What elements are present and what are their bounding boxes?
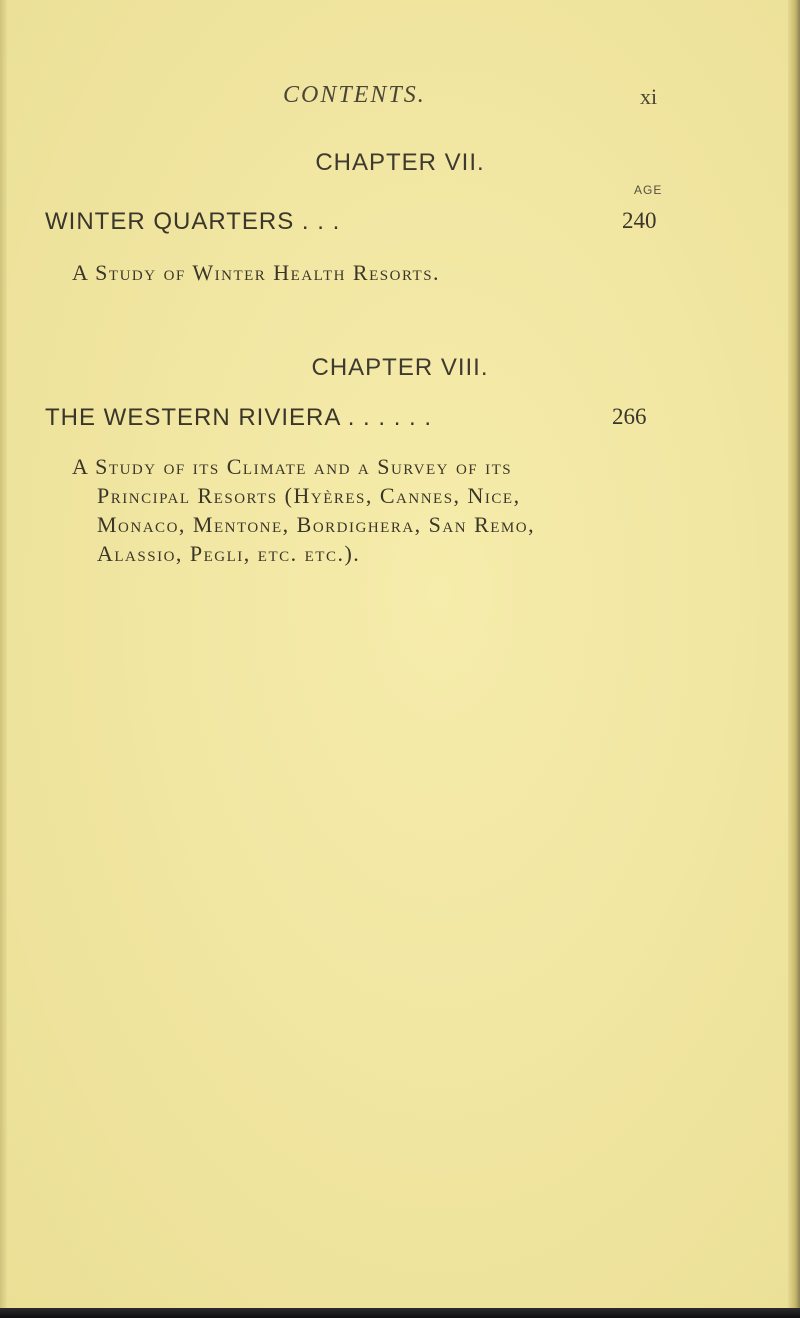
chapter-title: THE WESTERN RIVIERA . . . . . . xyxy=(45,404,433,431)
summary-line: Principal Resorts (Hyères, Cannes, Nice, xyxy=(97,483,521,508)
page-right-edge xyxy=(788,0,800,1318)
page-left-edge xyxy=(0,0,7,1318)
page-folio: xi xyxy=(640,84,658,109)
chapter-summary xyxy=(72,452,632,568)
page-bottom-edge xyxy=(0,1308,800,1318)
summary-line: A Study of Winter Health Resorts. xyxy=(72,260,441,285)
chapter-title: WINTER QUARTERS . . . xyxy=(45,208,341,235)
page-column-label: AGE xyxy=(634,183,663,197)
chapter-page-number: 266 xyxy=(612,404,647,429)
chapter-heading: CHAPTER VII. xyxy=(315,149,485,176)
summary-line: Alassio, Pegli, etc. etc.). xyxy=(97,541,361,566)
chapter-heading: CHAPTER VIII. xyxy=(311,354,489,381)
chapter-summary xyxy=(72,258,632,287)
chapter-page-number: 240 xyxy=(622,208,657,233)
running-title: CONTENTS. xyxy=(283,82,426,108)
summary-line: Monaco, Mentone, Bordighera, San Remo, xyxy=(97,512,536,537)
running-head xyxy=(0,82,800,118)
summary-line: A Study of its Climate and a Survey of its xyxy=(72,454,513,479)
